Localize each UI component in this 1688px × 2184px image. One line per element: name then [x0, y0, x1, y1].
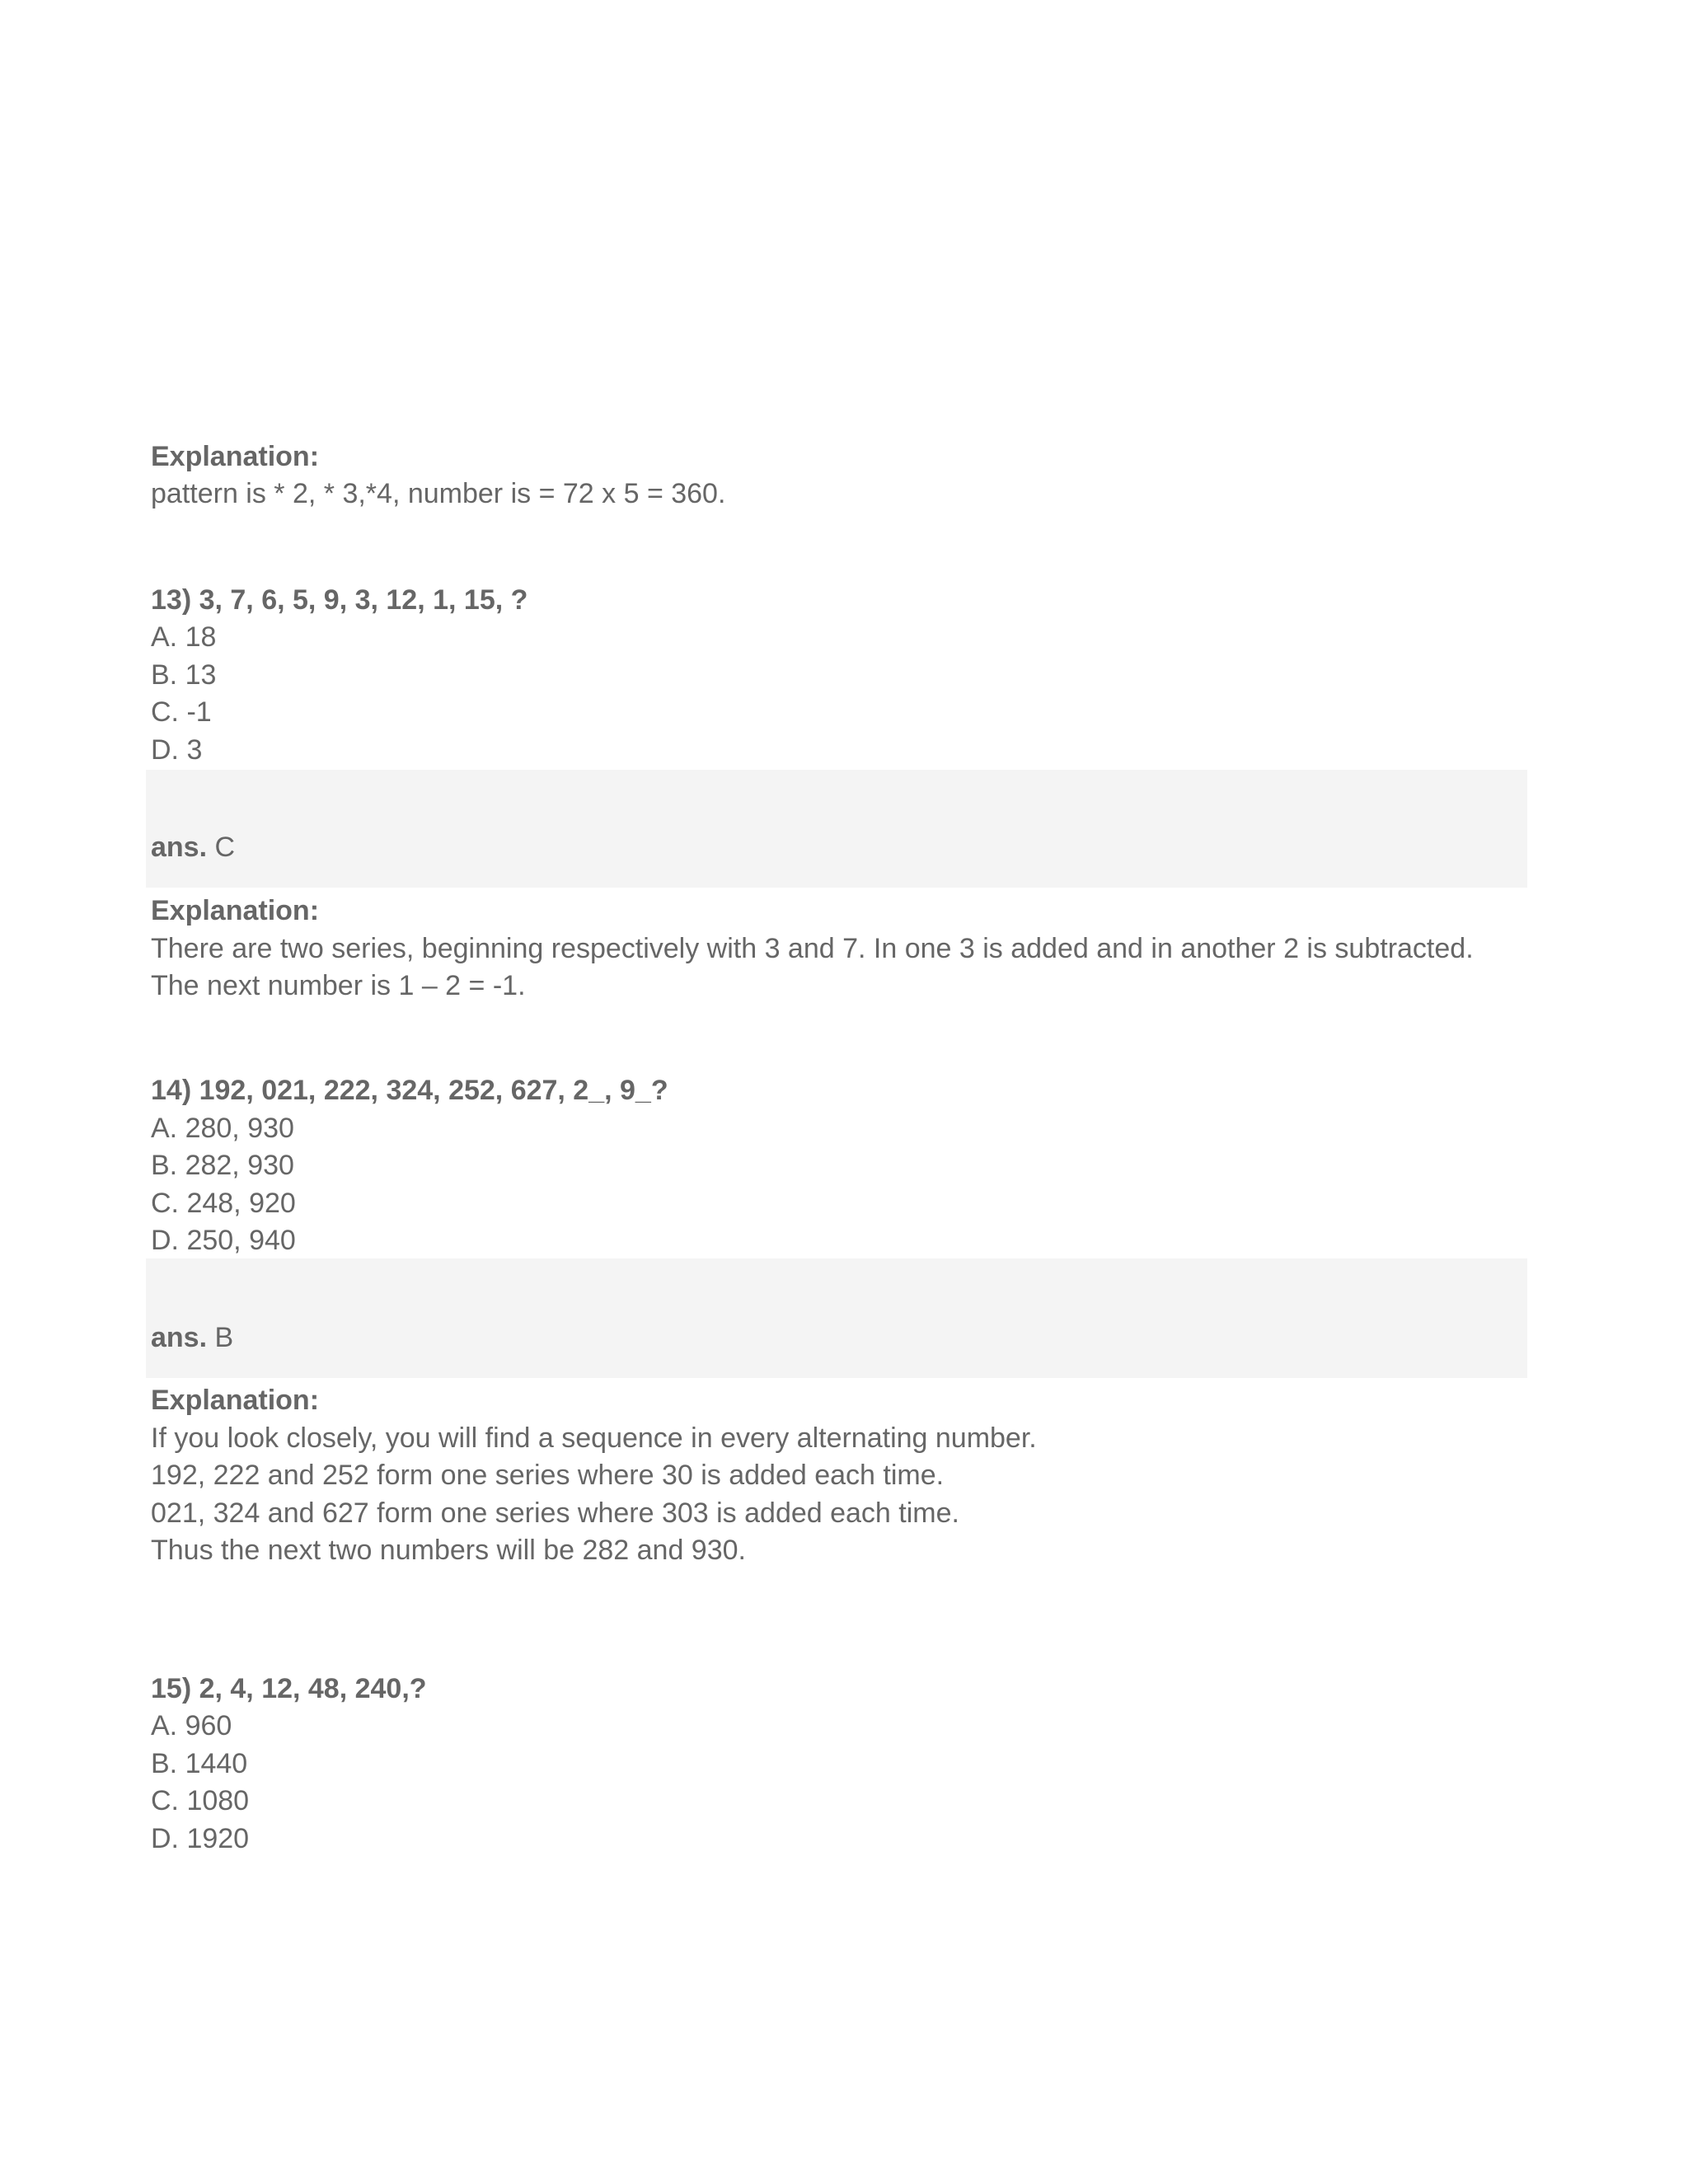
q13-option-c: C. -1: [151, 696, 212, 728]
explanation-label: Explanation:: [151, 441, 320, 472]
q14-option-d: D. 250, 940: [151, 1225, 296, 1256]
q15-option-a: A. 960: [151, 1710, 232, 1741]
q13-option-b: B. 13: [151, 659, 217, 691]
explanation-text: If you look closely, you will find a sequence in every alternating number.: [151, 1422, 1037, 1454]
explanation-text: There are two series, beginning respectively with 3 and 7. In one 3 is added and in another 2 is subtracted.: [151, 933, 1474, 964]
q14-answer: [151, 1319, 233, 1357]
answer-value: C: [214, 832, 236, 863]
q13-answer-box: [146, 770, 1527, 888]
q14-option-a: A. 280, 930: [151, 1113, 294, 1144]
explanation-label: Explanation:: [151, 895, 320, 926]
q13-option-d: D. 3: [151, 734, 203, 766]
q15-option-b: B. 1440: [151, 1748, 248, 1779]
answer-value: B: [214, 1322, 234, 1353]
q15-option-c: C. 1080: [151, 1785, 250, 1816]
explanation-text: 021, 324 and 627 form one series where 303 is added each time.: [151, 1497, 959, 1529]
explanation-label: Explanation:: [151, 1385, 320, 1416]
answer-label: ans.: [151, 1322, 208, 1353]
explanation-text: Thus the next two numbers will be 282 and 930.: [151, 1535, 746, 1566]
question-13: 13) 3, 7, 6, 5, 9, 3, 12, 1, 15, ?: [151, 584, 528, 616]
answer-label: ans.: [151, 832, 208, 863]
explanation-text: 192, 222 and 252 form one series where 30 is added each time.: [151, 1460, 945, 1491]
q14-option-c: C. 248, 920: [151, 1188, 296, 1219]
question-14: 14) 192, 021, 222, 324, 252, 627, 2_, 9_?: [151, 1075, 668, 1106]
q13-option-a: A. 18: [151, 621, 217, 653]
explanation-text: The next number is 1 – 2 = -1.: [151, 970, 526, 1001]
q14-option-b: B. 282, 930: [151, 1150, 294, 1181]
q14-answer-box: [146, 1258, 1527, 1378]
q13-answer: [151, 828, 235, 866]
question-15: 15) 2, 4, 12, 48, 240,?: [151, 1673, 427, 1704]
q15-option-d: D. 1920: [151, 1823, 250, 1854]
explanation-text: pattern is * 2, * 3,*4, number is = 72 x 5 = 360.: [151, 478, 726, 509]
